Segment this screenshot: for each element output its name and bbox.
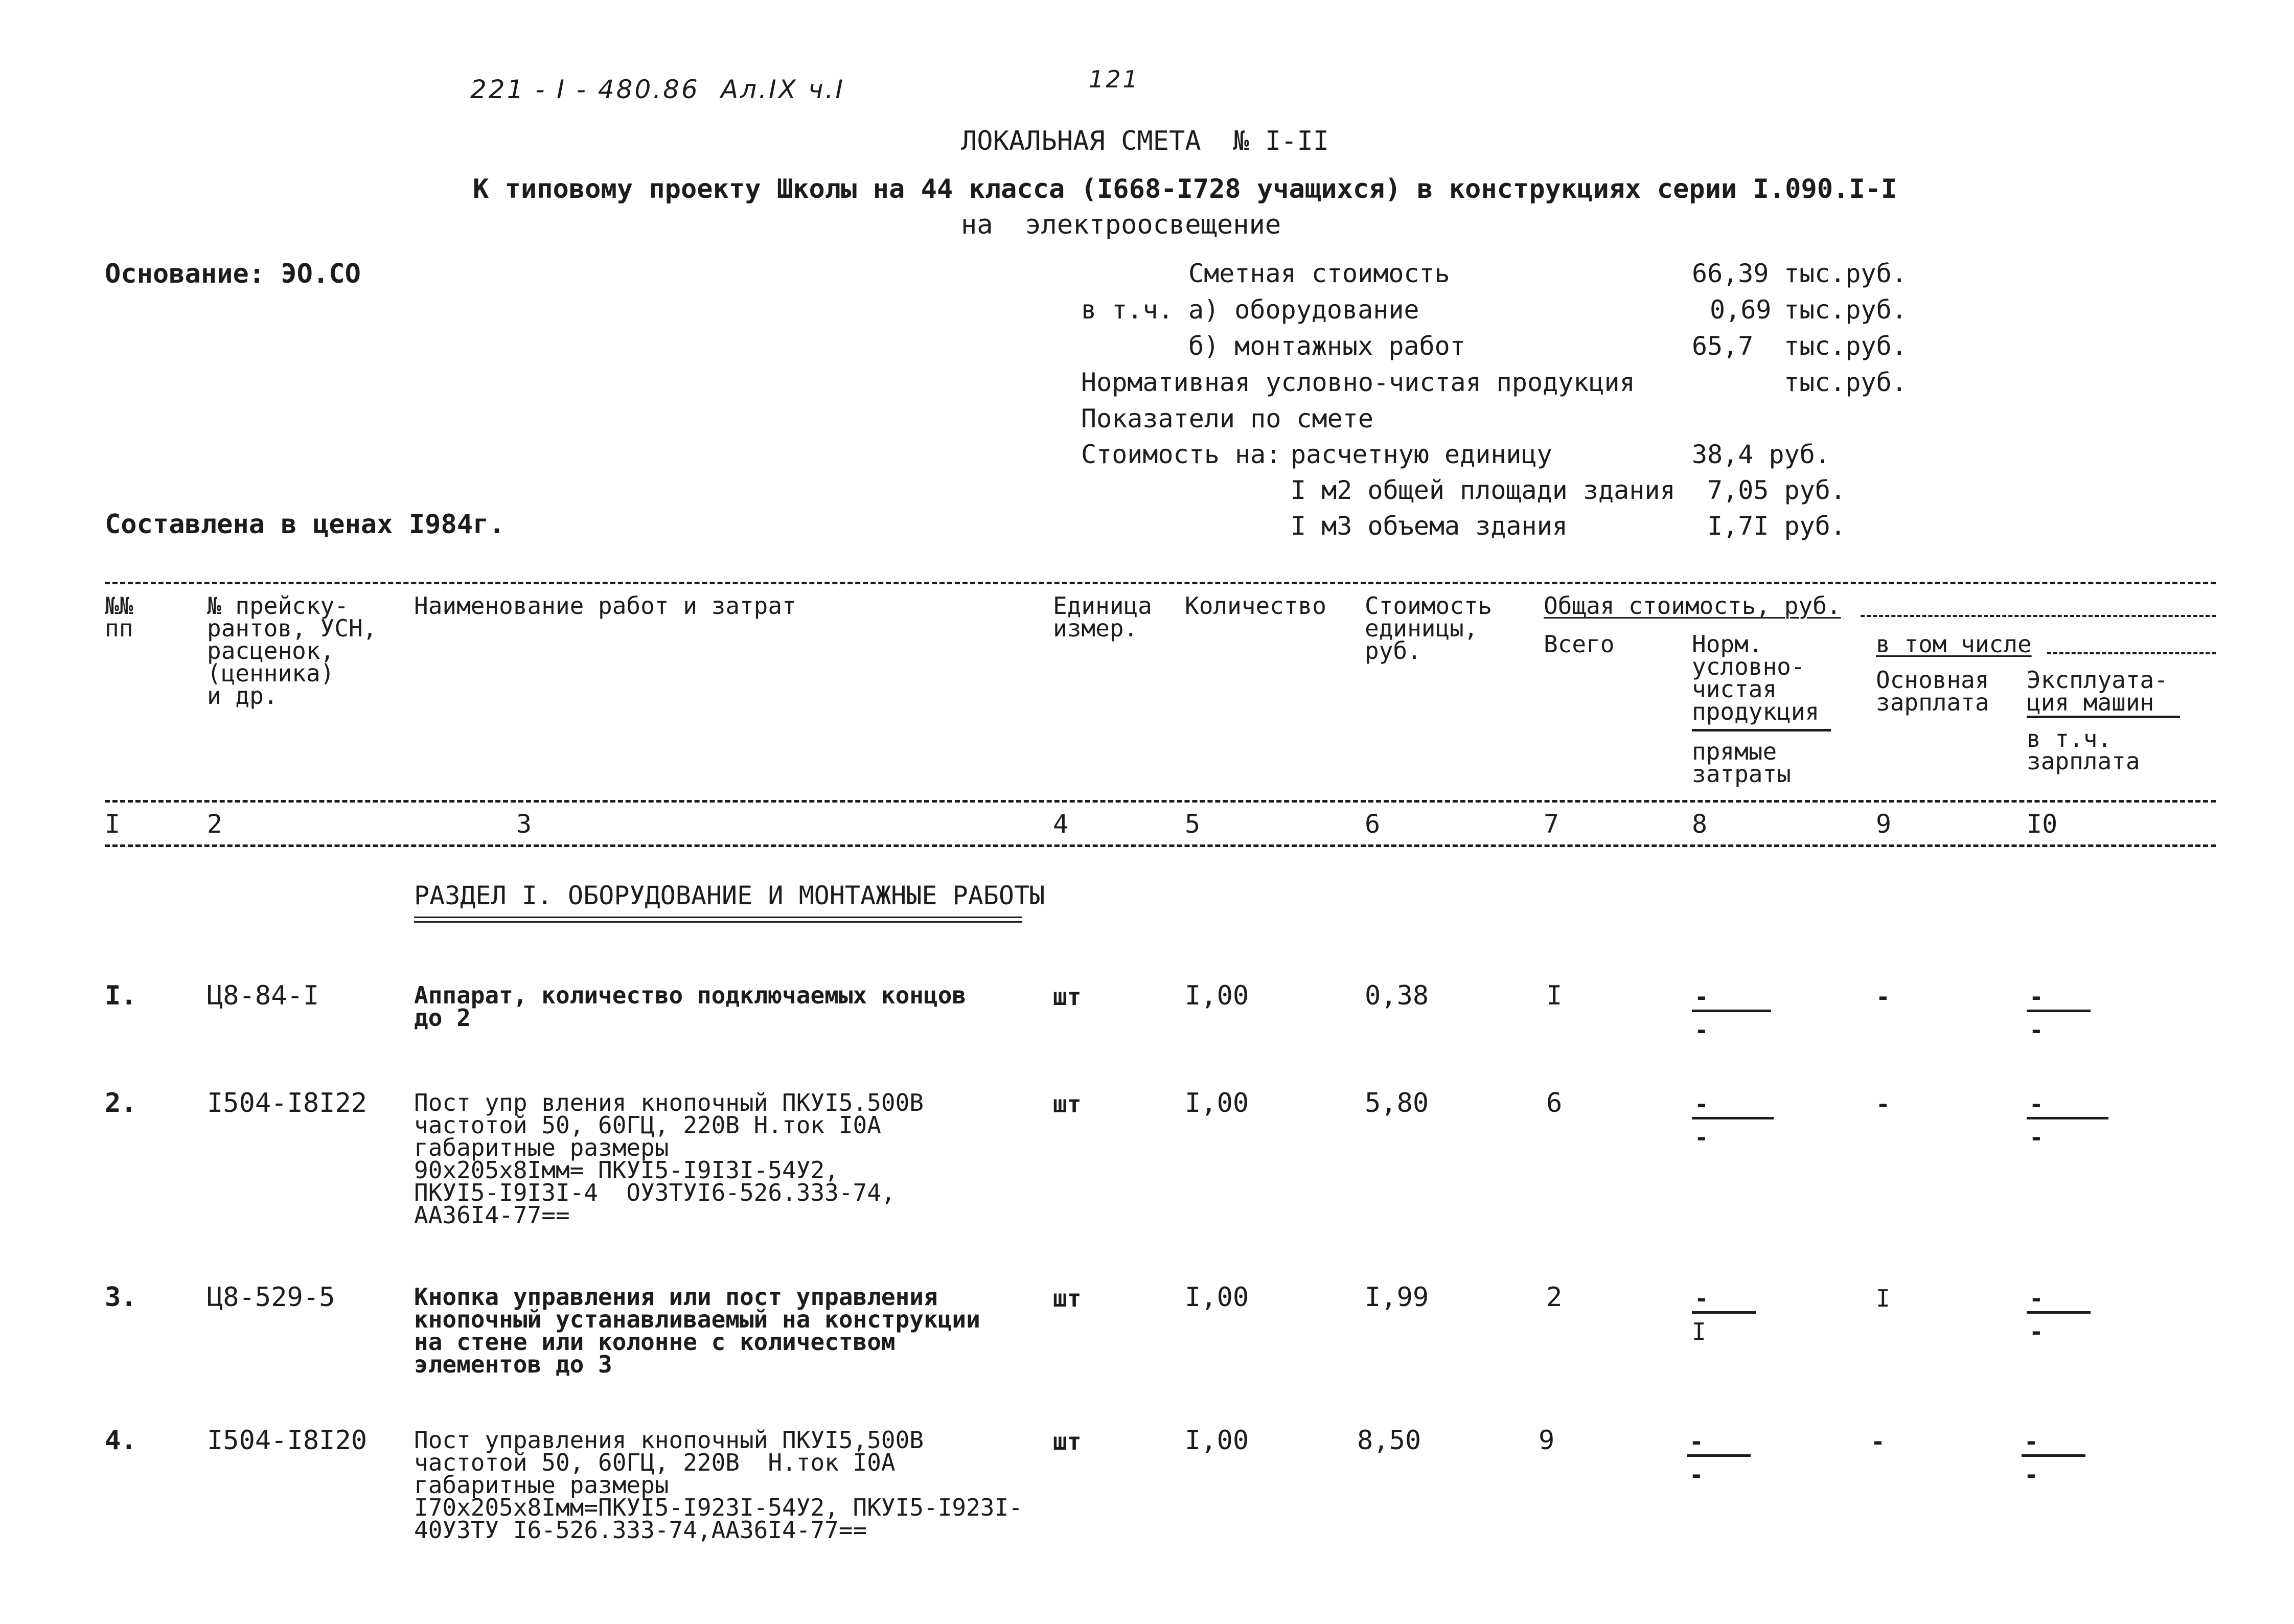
- row-number: I.: [105, 980, 137, 1011]
- unit-thous-4: тыс.руб.: [1784, 368, 1907, 397]
- row-col10-rule: [2027, 1117, 2108, 1119]
- row-unit-price: 5,80: [1365, 1088, 1429, 1118]
- row-unit: шт: [1053, 1285, 1082, 1312]
- column-number: 3: [516, 809, 532, 839]
- row-col8-bottom: -: [1689, 1461, 1704, 1489]
- row-code: I504-I8I20: [207, 1425, 368, 1456]
- row-col10-rule: [2027, 1311, 2091, 1314]
- calc-unit-value: 38,4 руб.: [1692, 440, 1830, 469]
- m2-label: I м2 общей площади здания: [1291, 475, 1676, 505]
- row-unit: шт: [1053, 1428, 1082, 1455]
- column-number: 6: [1365, 809, 1381, 839]
- header-col5: Количество: [1185, 592, 1326, 620]
- header-incl-rule: [2047, 652, 2216, 654]
- compiled-prices: Составлена в ценах I984г.: [105, 509, 505, 540]
- row-col9: -: [1876, 983, 1890, 1011]
- row-code: Ц8-529-5: [207, 1282, 335, 1313]
- row-number: 2.: [105, 1088, 137, 1118]
- row-number: 4.: [105, 1425, 137, 1456]
- m3-value: I,7I руб.: [1707, 511, 1846, 541]
- cost-per-label: Стоимость на:: [1081, 440, 1281, 469]
- row-col10-rule: [2022, 1454, 2085, 1457]
- estimated-cost-value: 66,39: [1692, 259, 1769, 288]
- installation-value: 65,7: [1692, 331, 1754, 361]
- normative-label: Нормативная условно-чистая продукция: [1081, 368, 1635, 397]
- row-col10-bottom: -: [2029, 1124, 2044, 1151]
- column-numbers-rule: [105, 844, 2216, 847]
- estimated-cost-label: Сметная стоимость: [1188, 259, 1450, 288]
- row-col9: -: [1876, 1090, 1890, 1118]
- row-col10-bottom: -: [2029, 1318, 2044, 1345]
- header-col7: Всего: [1544, 630, 1615, 658]
- row-col8-top: -: [1694, 983, 1709, 1011]
- header-col2: № прейску- рантов, УСН, расценок, (ценника) и др.: [207, 592, 377, 710]
- row-col10-top: -: [2029, 1285, 2044, 1312]
- row-quantity: I,00: [1185, 980, 1249, 1011]
- header-incl: в том числе: [1876, 630, 2032, 658]
- page-number: 121: [1089, 65, 1140, 93]
- row-col9: I: [1876, 1285, 1890, 1312]
- header-col4: Единица измер.: [1053, 592, 1152, 642]
- row-name: Кнопка управления или пост управления кнопочный устанавливаемый на конструкции на стене или колонне с количеством элементов до 3: [414, 1283, 980, 1378]
- row-col10-top: -: [2024, 1428, 2038, 1455]
- row-col10-rule: [2027, 1010, 2091, 1012]
- column-number: 2: [207, 809, 223, 839]
- row-name: Пост упр вления кнопочный ПКУI5.500В частотой 50, 60ГЦ, 220В Н.ток I0А габаритные размеры 90х205х8Iмм= ПКУI5-I9I3I-54У2, ПКУI5-I9I3I-4 ОУЗТУI6-526.333-74, АА36I4-77==: [414, 1089, 924, 1229]
- m3-label: I м3 объема здания: [1291, 511, 1568, 541]
- header-col8-top: Норм. условно- чистая продукция: [1692, 630, 1820, 725]
- header-col3: Наименование работ и затрат: [414, 592, 796, 620]
- row-col10-top: -: [2029, 1090, 2044, 1118]
- installation-label: б) монтажных работ: [1188, 331, 1465, 361]
- header-col10-top: Эксплуата- ция машин: [2027, 666, 2168, 716]
- row-unit-price: I,99: [1365, 1282, 1429, 1313]
- row-unit-price: 8,50: [1357, 1425, 1421, 1456]
- row-total: 2: [1546, 1282, 1563, 1313]
- section-title: РАЗДЕЛ I. ОБОРУДОВАНИЕ И МОНТАЖНЫЕ РАБОТЫ: [414, 881, 1045, 910]
- table-top-rule: [105, 582, 2216, 584]
- header-col8-bottom: прямые затраты: [1692, 738, 1791, 788]
- header-col10-bottom: в т.ч. зарплата: [2027, 725, 2140, 775]
- row-col8-top: -: [1694, 1285, 1709, 1312]
- row-number: 3.: [105, 1282, 137, 1313]
- column-number: I0: [2027, 809, 2058, 839]
- album-reference: Ал.IX ч.I: [721, 75, 845, 104]
- row-code: Ц8-84-I: [207, 980, 319, 1011]
- row-col9: -: [1871, 1428, 1885, 1455]
- row-col8-top: -: [1689, 1428, 1704, 1455]
- column-number: 8: [1692, 809, 1708, 839]
- row-col8-rule: [1687, 1454, 1751, 1457]
- row-unit: шт: [1053, 983, 1082, 1011]
- unit-thous-3: тыс.руб.: [1784, 331, 1907, 361]
- row-quantity: I,00: [1185, 1425, 1249, 1456]
- header-col10-rule: [2027, 716, 2180, 718]
- row-total: 9: [1539, 1425, 1555, 1456]
- column-number: 9: [1876, 809, 1892, 839]
- equipment-label: а) оборудование: [1188, 295, 1419, 325]
- m2-value: 7,05 руб.: [1707, 475, 1846, 505]
- document-title: ЛОКАЛЬНАЯ СМЕТА № I-II: [961, 126, 1329, 156]
- header-col9: Основная зарплата: [1876, 666, 1989, 716]
- row-col8-bottom: -: [1694, 1016, 1709, 1044]
- row-code: I504-I8I22: [207, 1088, 368, 1118]
- header-col8-rule: [1692, 729, 1831, 731]
- row-col8-rule: [1692, 1010, 1771, 1012]
- row-unit: шт: [1053, 1090, 1082, 1118]
- column-number: 7: [1544, 809, 1559, 839]
- header-col6: Стоимость единицы, руб.: [1365, 592, 1493, 665]
- basis: Основание: ЭО.СО: [105, 259, 361, 289]
- row-col8-top: -: [1694, 1090, 1709, 1118]
- header-total-cost: Общая стоимость, руб.: [1544, 592, 1841, 620]
- row-quantity: I,00: [1185, 1088, 1249, 1118]
- row-quantity: I,00: [1185, 1282, 1249, 1313]
- calc-unit-label: расчетную единицу: [1291, 440, 1552, 469]
- column-number: 4: [1053, 809, 1069, 839]
- row-unit-price: 0,38: [1365, 980, 1429, 1011]
- indicators-label: Показатели по смете: [1081, 404, 1373, 433]
- section-title-underline: [414, 917, 1022, 923]
- document-subtitle-2: на электроосвещение: [961, 210, 1281, 240]
- row-name: Пост управления кнопочный ПКУI5,500В частотой 50, 60ГЦ, 220В Н.ток I0А габаритные размеры I70х205х8Iмм=ПКУI5-I923I-54У2, ПКУI5-I923I- 40УЗТУ I6-526.333-74,АА36I4-77==: [414, 1426, 1023, 1544]
- row-col8-rule: [1692, 1311, 1756, 1314]
- incl-label: в т.ч.: [1081, 295, 1174, 325]
- row-name: Аппарат, количество подключаемых концов до 2: [414, 981, 967, 1032]
- document-subtitle: К типовому проекту Школы на 44 класса (I668-I728 учащихся) в конструкциях серии I.090.I-I: [473, 174, 1897, 204]
- header-total-cost-rule: [1861, 615, 2216, 617]
- column-number: 5: [1185, 809, 1201, 839]
- row-col8-rule: [1692, 1117, 1774, 1119]
- row-col10-bottom: -: [2029, 1016, 2044, 1044]
- row-total: I: [1546, 980, 1563, 1011]
- unit-thous-1: тыс.руб.: [1784, 259, 1907, 288]
- row-total: 6: [1546, 1088, 1563, 1118]
- row-col8-bottom: -: [1694, 1124, 1709, 1151]
- header-bottom-rule: [105, 800, 2216, 803]
- row-col10-bottom: -: [2024, 1461, 2038, 1489]
- equipment-value: 0,69: [1710, 295, 1772, 325]
- header-col1: №№ пп: [105, 592, 133, 642]
- unit-thous-2: тыс.руб.: [1784, 295, 1907, 325]
- row-col10-top: -: [2029, 983, 2044, 1011]
- column-number: I: [105, 809, 121, 839]
- document-code: 221 - I - 480.86: [470, 75, 700, 104]
- row-col8-bottom: I: [1692, 1318, 1706, 1345]
